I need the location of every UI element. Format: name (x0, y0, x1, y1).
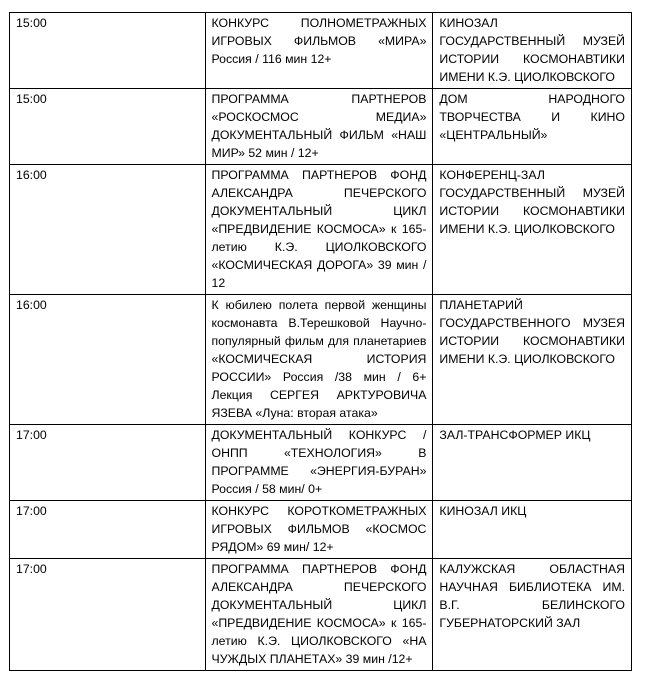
time-cell: 15:00 (10, 13, 206, 89)
table-row (10, 295, 632, 425)
venue-cell: КОНФЕРЕНЦ-ЗАЛ ГОСУДАРСТВЕННЫЙ МУЗЕЙ ИСТОРИИ КОСМОНАВТИКИ ИМЕНИ К.Э. ЦИОЛКОВСКОГО (433, 165, 632, 295)
venue-cell: КАЛУЖСКАЯ ОБЛАСТНАЯ НАУЧНАЯ БИБЛИОТЕКА ИМ. В.Г. БЕЛИНСКОГО ГУБЕРНАТОРСКИЙ ЗАЛ (433, 559, 632, 671)
time-cell: 17:00 (10, 425, 206, 501)
time-cell: 15:00 (10, 89, 206, 165)
event-cell: ПРОГРАММА ПАРТНЕРОВ «РОСКОСМОС МЕДИА» ДОКУМЕНТАЛЬНЫЙ ФИЛЬМ «НАШ МИР» 52 мин / 12+ (205, 89, 433, 165)
table-row (10, 425, 632, 501)
event-cell: ПРОГРАММА ПАРТНЕРОВ ФОНД АЛЕКСАНДРА ПЕЧЕРСКОГО ДОКУМЕНТАЛЬНЫЙ ЦИКЛ «ПРЕДВИДЕНИЕ КОСМОСА» к 165-летию К.Э. ЦИОЛКОВСКОГО «КОСМИЧЕСКАЯ ДОРОГА» 39 мин / 12 (205, 165, 433, 295)
schedule-table (9, 12, 632, 671)
venue-cell: КИНОЗАЛ ГОСУДАРСТВЕННЫЙ МУЗЕЙ ИСТОРИИ КОСМОНАВТИКИ ИМЕНИ К.Э. ЦИОЛКОВСКОГО (433, 13, 632, 89)
event-cell: ПРОГРАММА ПАРТНЕРОВ ФОНД АЛЕКСАНДРА ПЕЧЕРСКОГО ДОКУМЕНТАЛЬНЫЙ ЦИКЛ «ПРЕДВИДЕНИЕ КОСМОСА» к 165-летию К.Э. ЦИОЛКОВСКОГО «НА ЧУЖДЫХ ПЛАНЕТАХ» 39 мин /12+ (205, 559, 433, 671)
table-row (10, 559, 632, 671)
time-cell: 16:00 (10, 165, 206, 295)
event-cell: К юбилею полета первой женщины космонавта В.Терешковой Научно-популярный фильм для планетариев «КОСМИЧЕСКАЯ ИСТОРИЯ РОССИИ» Россия /38 мин / 6+ Лекция СЕРГЕЯ АРКТУРОВИЧА ЯЗЕВА «Луна: вторая атака» (205, 295, 433, 425)
venue-cell: ПЛАНЕТАРИЙ ГОСУДАРСТВЕННОГО МУЗЕЯ ИСТОРИИ КОСМОНАВТИКИ ИМЕНИ К.Э. ЦИОЛКОВСКОГО (433, 295, 632, 425)
table-row (10, 501, 632, 559)
venue-cell: КИНОЗАЛ ИКЦ (433, 501, 632, 559)
table-row (10, 165, 632, 295)
event-cell: КОНКУРС ПОЛНОМЕТРАЖНЫХ ИГРОВЫХ ФИЛЬМОВ «МИРА» Россия / 116 мин 12+ (205, 13, 433, 89)
schedule-page (9, 12, 632, 671)
time-cell: 17:00 (10, 559, 206, 671)
venue-cell: ЗАЛ-ТРАНСФОРМЕР ИКЦ (433, 425, 632, 501)
time-cell: 16:00 (10, 295, 206, 425)
event-cell: КОНКУРС КОРОТКОМЕТРАЖНЫХ ИГРОВЫХ ФИЛЬМОВ «КОСМОС РЯДОМ» 69 мин/ 12+ (205, 501, 433, 559)
venue-cell: ДОМ НАРОДНОГО ТВОРЧЕСТВА И КИНО «ЦЕНТРАЛЬНЫЙ» (433, 89, 632, 165)
time-cell: 17:00 (10, 501, 206, 559)
event-cell: ДОКУМЕНТАЛЬНЫЙ КОНКУРС / ОНПП «ТЕХНОЛОГИЯ» В ПРОГРАММЕ «ЭНЕРГИЯ-БУРАН» Россия / 58 мин/ 0+ (205, 425, 433, 501)
table-row (10, 13, 632, 89)
table-row (10, 89, 632, 165)
